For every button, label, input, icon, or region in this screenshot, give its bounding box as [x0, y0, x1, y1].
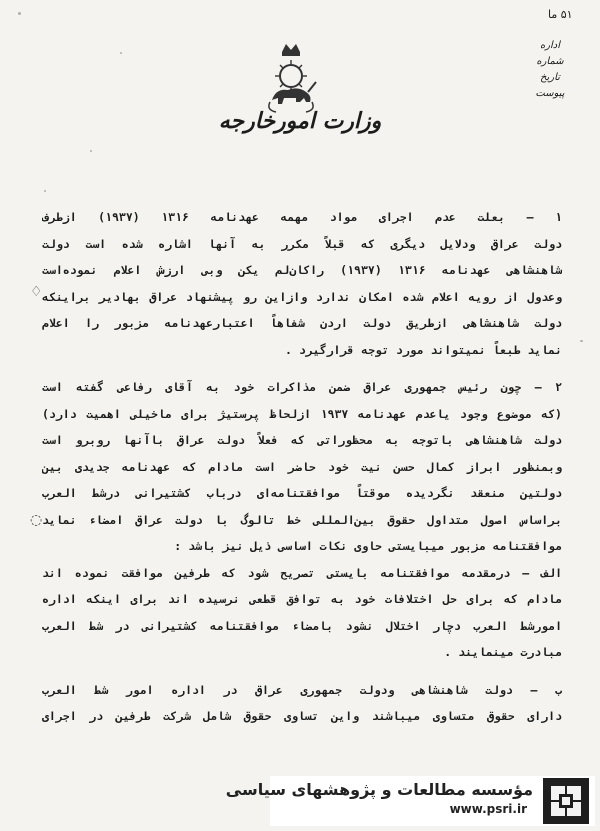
scan-speck [44, 190, 46, 192]
scan-speck [120, 52, 122, 54]
body-line: وبمنظور ابراز کمال حسن نیت خود حاضر است مادام که عهدنامه جدیدی بین [42, 459, 562, 474]
paragraph-gap [42, 363, 562, 374]
letterhead-fields [520, 38, 580, 102]
psri-logo-icon [543, 778, 589, 824]
body-line: براساس اصول متداول حقوق بین‌المللی خط تالوگ با دولت عراق امضاء نماید [42, 512, 562, 527]
institute-name: مؤسسه مطالعات و پژوهشهای سیاسی [225, 780, 533, 799]
margin-mark: ♢ [30, 284, 43, 300]
body-line: دارای حقوق متساوی میباشند واین تساوی حقوق شامل شرکت طرفین در اجرای [42, 709, 562, 723]
body-line: الف – درمقدمه موافقتنامه بایستی تصریح شود که طرفین موافقت نموده اند [42, 565, 562, 580]
body-line: نماید طبعاً نمیتواند مورد توجه قرارگیرد . [285, 342, 562, 357]
document-body [42, 204, 562, 730]
lion-and-sun-icon [262, 42, 320, 116]
body-line: (که موضوع وجود یاعدم عهدنامه ۱۹۳۷ ازلحاظ پرستیژ برای ماخیلی اهمیت دارد) [42, 406, 562, 421]
institute-url: www.psri.ir [449, 802, 527, 816]
body-line: وعدول از رویه اعلام شده امکان ندارد وازاین رو پیشنهاد عراق بهادیر براینکه [42, 289, 562, 304]
field-attachment: پیوست [535, 88, 565, 99]
body-line: موافقتنامه مزبور میبایستی حاوی نکات اساسی ذیل نیز باشد : [174, 539, 562, 553]
body-line: دولتین منعقد نگردیده موقتاً موافقتنامه‌ای درباب کشتیرانی درشط العرب [42, 486, 562, 500]
body-line: مبادرت مینمایند . [444, 645, 562, 659]
corner-annotation: ۵۱ ما [548, 8, 573, 21]
body-line: ۱ – بعلت عدم اجرای مواد مهمه عهدنامه ۱۳۱۶ (۱۹۳۷) ازطرف [42, 210, 562, 224]
field-department: اداره [539, 40, 561, 51]
body-line: دولت عراق ودلایل دیگری که قبلاً مکرر به آنها اشاره شده است دولت [42, 236, 562, 251]
body-line: شاهنشاهی عهدنامه ۱۳۱۶ (۱۹۳۷) راکان‌لم یکن وبی ارزش اعلام نموده‌است [42, 263, 562, 277]
body-line: ۲ – چون رئیس جمهوری عراق ضمن مذاکرات خود به آقای رفاعی گفته است [42, 380, 562, 394]
scan-speck [90, 150, 92, 152]
body-line: ب – دولت شاهنشاهی ودولت جمهوری عراق در اداره امور شط العرب [42, 682, 562, 697]
scan-speck [580, 340, 583, 342]
scan-speck [18, 12, 21, 15]
body-line: دولت شاهنشاهی ازطریق دولت اردن شفاهاً اعتبارعهدنامه مزبور را اعلام [42, 316, 562, 330]
ministry-title: وزارت امورخارجه [218, 108, 382, 134]
field-date: تاریخ [540, 72, 560, 83]
paragraph-gap [42, 666, 562, 677]
body-line: دولت شاهنشاهی باتوجه به محظوراتی که فعلاً دولت عراق باآنها روبرو است [42, 433, 562, 447]
watermark-footer [225, 776, 595, 826]
field-number: شماره [536, 56, 564, 67]
body-line: امورشط العرب دچار اختلال نشود بامضاء موافقتنامه کشتیرانی در شط العرب [42, 618, 562, 633]
margin-mark: ◌ [30, 512, 43, 528]
body-line: مادام که برای حل اختلافات خود به توافق قطعی نرسیده اند برای اینکه اداره [42, 592, 562, 606]
